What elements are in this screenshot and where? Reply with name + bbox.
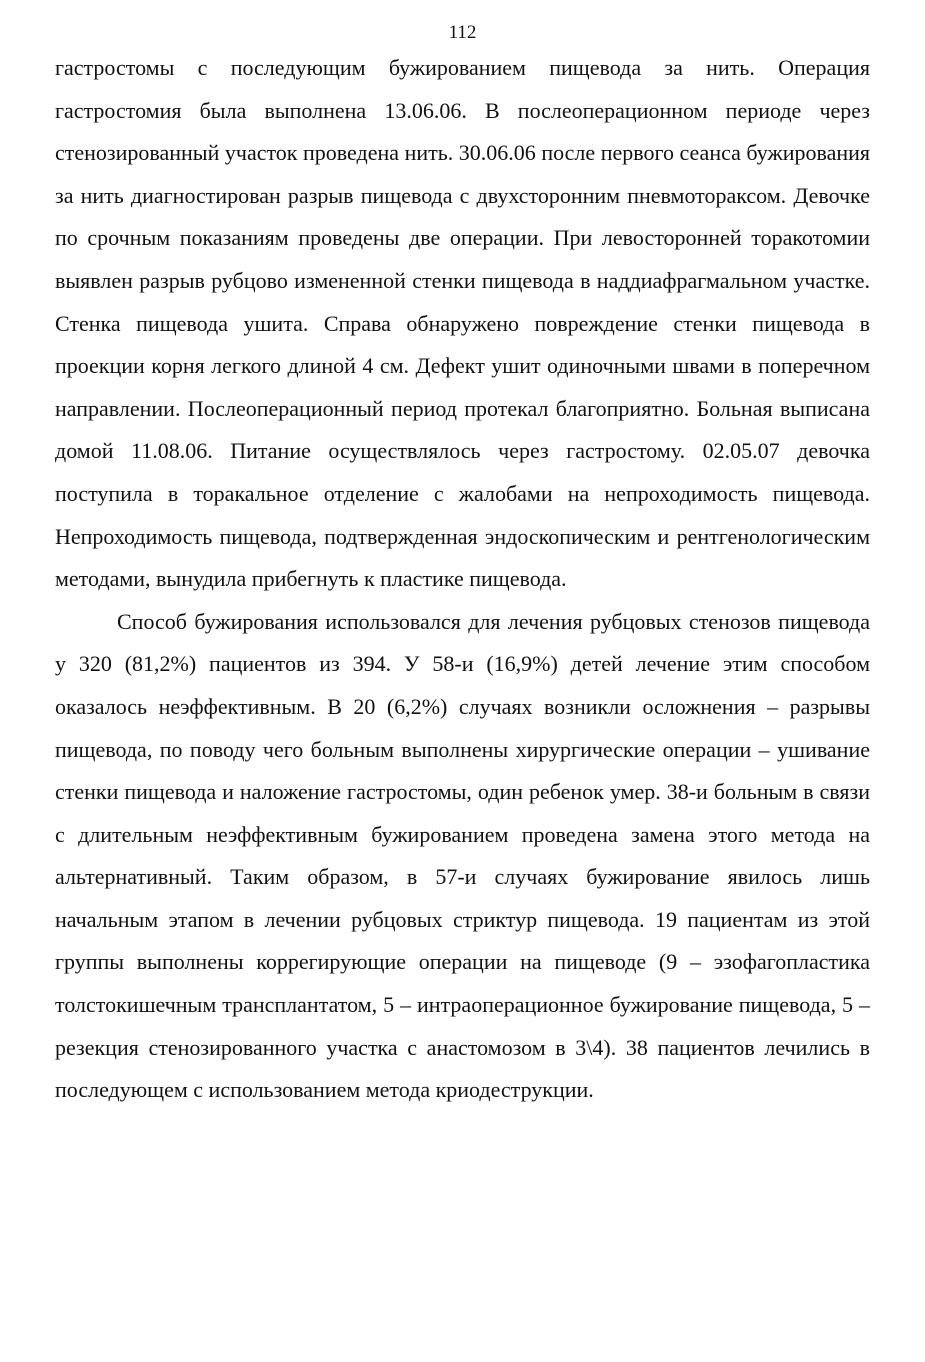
paragraph-case-description: гастростомы с последующим бужированием пищевода за нить. Операция гастростомия была выполнена 13.06.06. В послеоперационном периоде через стенозированный участок проведена нить. 30.06.06 после первого сеанса бужирования за нить диагностирован разрыв пищевода с двухсторонним пневмотораксом. Девочке по срочным показаниям проведены две операции. При левосторонней торакотомии выявлен разрыв рубцово измененной стенки пищевода в наддиафрагмальном участке. Стенка пищевода ушита. Справа обнаружено повреждение стенки пищевода в проекции корня легкого длиной 4 см. Дефект ушит одиночными швами в поперечном направлении. Послеоперационный период протекал благоприятно. Больная выписана домой 11.08.06. Питание осуществлялось через гастростому. 02.05.07 девочка поступила в торакальное отделение с жалобами на непроходимость пищевода. Непроходимость пищевода, подтвержденная эндоскопическим и рентгенологическим методами, вынудила прибегнуть к пластике пищевода. bbox=[55, 55, 870, 592]
paragraph-bougienage-results: Способ бужирования использовался для лечения рубцовых стенозов пищевода у 320 (81,2%) пациентов из 394. У 58-и (16,9%) детей лечение этим способом оказалось неэффективным. В 20 (6,2%) случаях возникли осложнения – разрывы пищевода, по поводу чего больным выполнены хирургические операции – ушивание стенки пищевода и наложение гастростомы, один ребенок умер. 38-и больным в связи с длительным неэффективным бужированием проведена замена этого метода на альтернативный. Таким образом, в 57-и случаях бужирование явилось лишь начальным этапом в лечении рубцовых стриктур пищевода. 19 пациентам из этой группы выполнены коррегирующие операции на пищеводе (9 – эзофагопластика толстокишечным трансплантатом, 5 – интраоперационное бужирование пищевода, 5 – резекция стенозированного участка с анастомозом в 3\4). 38 пациентов лечились в последующем с использованием метода криодеструкции. bbox=[55, 608, 870, 1103]
page-number: 112 bbox=[448, 22, 477, 43]
